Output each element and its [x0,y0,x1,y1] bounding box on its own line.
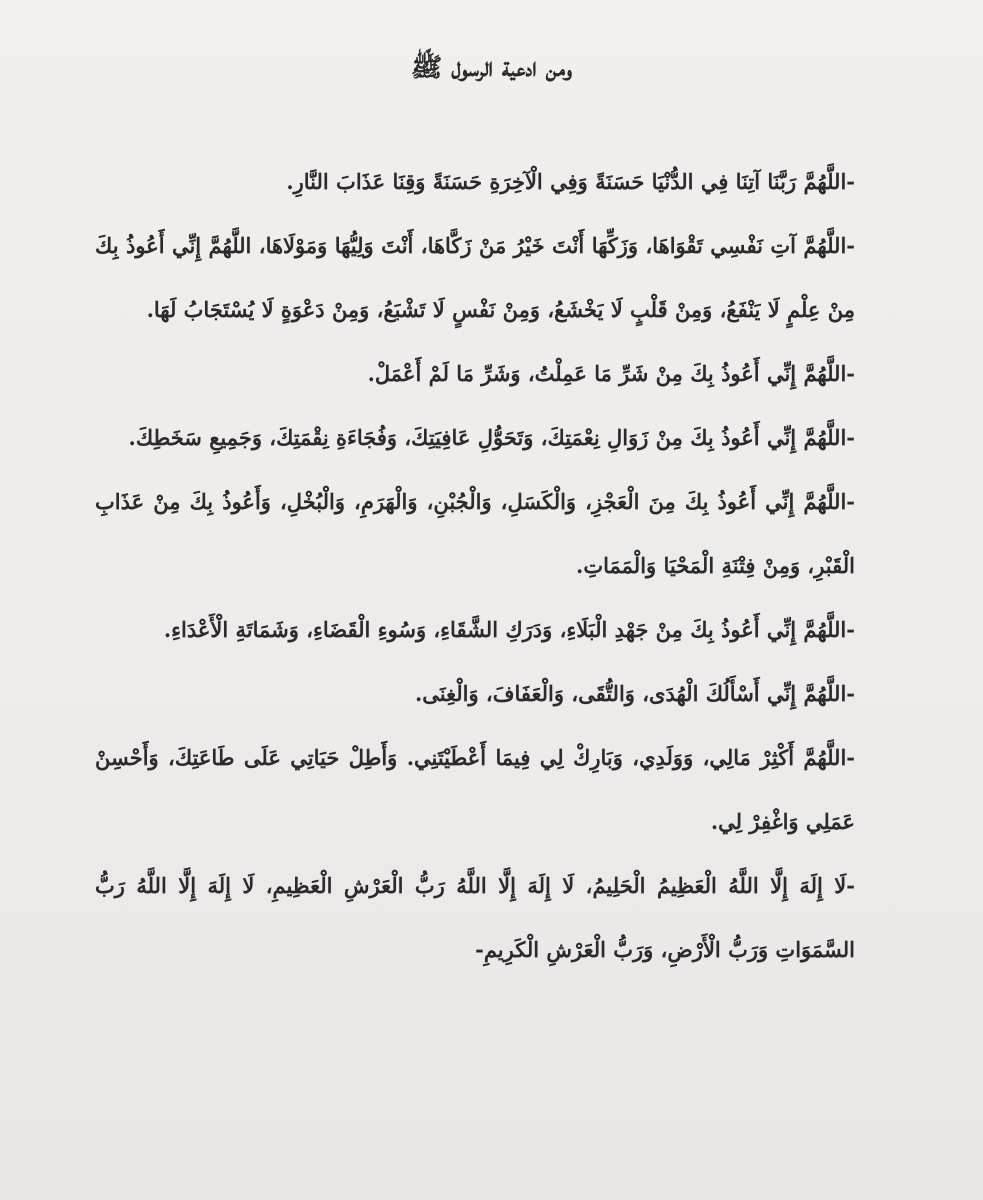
supplication-6: -اللَّهُمَّ إِنِّي أَعُوذُ بِكَ مِنْ جَهْدِ الْبَلَاءِ، وَدَرَكِ الشَّقَاءِ، وَسُوءِ الْقَضَاءِ، وَشَمَاتَةِ الْأَعْدَاءِ. [163,617,855,642]
supplication-9: -لَا إِلَهَ إِلَّا اللَّهُ الْعَظِيمُ الْحَلِيمُ، لَا إِلَهَ إِلَّا اللَّهُ رَبُّ الْعَرْشِ الْعَظِيمِ، لَا إِلَهَ إِلَّا اللَّهُ رَبُّ السَّمَوَاتِ وَرَبُّ الْأَرْضِ، وَرَبُّ الْعَرْشِ الْكَرِيمِ- [95,873,855,962]
supplication-7: -اللَّهُمَّ إِنِّي أَسْأَلُكَ الْهُدَى، وَالتُّقَى، وَالْعَفَافَ، وَالْغِنَى. [414,681,855,706]
supplication-5: -اللَّهُمَّ إِنِّي أَعُوذُ بِكَ مِنَ الْعَجْزِ، وَالْكَسَلِ، وَالْجُبْنِ، وَالْهَرَمِ، وَالْبُخْلِ، وَأَعُوذُ بِكَ مِنْ عَذَابِ الْقَبْرِ، وَمِنْ فِتْنَةِ الْمَحْيَا وَالْمَمَاتِ. [95,489,855,578]
supplications-list [95,150,855,982]
page-title: ومن ادعية الرسول ﷺ [410,53,573,83]
supplication-1: -اللَّهُمَّ رَبَّنَا آتِنَا فِي الدُّنْيَا حَسَنَةً وَفِي الْآخِرَةِ حَسَنَةً وَقِنَا عَذَابَ النَّارِ. [286,169,855,194]
supplication-2: -اللَّهُمَّ آتِ نَفْسِي تَقْوَاهَا، وَزَكِّهَا أَنْتَ خَيْرُ مَنْ زَكَّاهَا، أَنْتَ وَلِيُّهَا وَمَوْلَاهَا، اللَّهُمَّ إِنِّي أَعُوذُ بِكَ مِنْ عِلْمٍ لَا يَنْفَعُ، وَمِنْ قَلْبٍ لَا يَخْشَعُ، وَمِنْ نَفْسٍ لَا تَشْبَعُ، وَمِنْ دَعْوَةٍ لَا يُسْتَجَابُ لَهَا. [95,233,855,322]
supplication-8: -اللَّهُمَّ أَكْثِرْ مَالِي، وَوَلَدِي، وَبَارِكْ لِي فِيمَا أَعْطَيْتَنِي. وَأَطِلْ حَيَاتِي عَلَى طَاعَتِكَ، وَأَحْسِنْ عَمَلِي وَاغْفِرْ لِي. [95,745,855,834]
supplication-3: -اللَّهُمَّ إِنِّي أَعُوذُ بِكَ مِنْ شَرِّ مَا عَمِلْتُ، وَشَرِّ مَا لَمْ أَعْمَلْ. [367,361,855,386]
supplication-4: -اللَّهُمَّ إِنِّي أَعُوذُ بِكَ مِنْ زَوَالِ نِعْمَتِكَ، وَتَحَوُّلِ عَافِيَتِكَ، وَفُجَاءَةِ نِقْمَتِكَ، وَجَمِيعِ سَخَطِكَ. [128,425,855,450]
